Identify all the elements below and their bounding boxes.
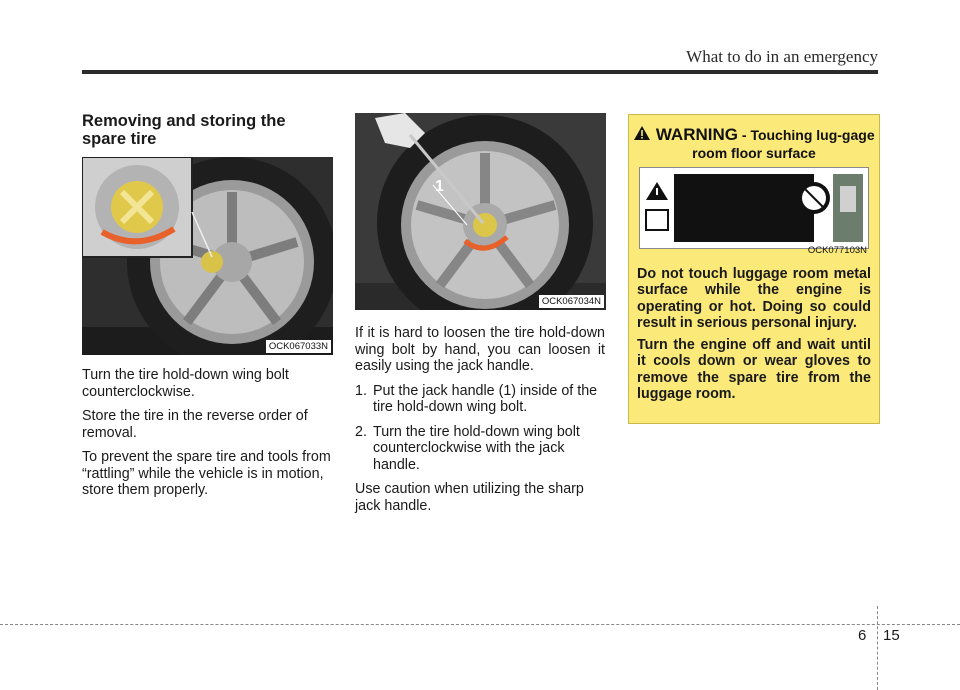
section-heading: Removing and storing the spare tire [82, 112, 286, 148]
left-paragraph-2: Store the tire in the reverse order of removal. [82, 408, 308, 441]
left-paragraph-1: Turn the tire hold-down wing bolt counterclockwise. [82, 367, 289, 400]
footer-rule [0, 624, 960, 625]
warning-title-main: WARNING [655, 125, 738, 144]
step-1-text: Put the jack handle (1) inside of the tire hold-down wing bolt. [373, 382, 598, 415]
left-paragraph-3: To prevent the spare tire and tools from “rattling” while the vehicle is in motion, store them properly. [82, 449, 331, 498]
step-2-text: Turn the tire hold-down wing bolt counterclockwise with the jack handle. [373, 423, 580, 473]
page-number: 15 [883, 627, 900, 644]
warning-triangle-icon [633, 127, 655, 144]
warning-label-image [639, 167, 869, 249]
header-rule [82, 70, 878, 74]
step-2 [355, 424, 605, 474]
step-1 [355, 383, 605, 416]
header-title: What to do in an emergency [686, 47, 878, 66]
callout-1: 1 [435, 178, 444, 195]
photo-caption-middle: OCK067034N [539, 295, 604, 308]
warning-title-sub: - Touching lug-gage room floor surface [692, 127, 875, 161]
warning-paragraph-2: Turn the engine off and wait until it cools down or wear gloves to remove the spare tire from the luggage room. [637, 337, 871, 403]
warning-paragraph-1: Do not touch luggage room metal surface while the engine is operating or hot. Doing so could result in serious personal injury. [637, 266, 871, 331]
step-2-number: 2. [355, 423, 367, 440]
warning-label-caption: OCK077103N [807, 245, 867, 256]
page-chapter: 6 [858, 627, 867, 644]
photo-caption-left: OCK067033N [266, 340, 331, 353]
step-1-number: 1. [355, 382, 367, 399]
spare-tire-photo-left [82, 157, 333, 355]
middle-outro: Use caution when utilizing the sharp jack handle. [355, 481, 584, 514]
warning-title [629, 125, 879, 163]
spare-tire-photo-middle [355, 113, 606, 310]
middle-intro: If it is hard to loosen the tire hold-down wing bolt by hand, you can loosen it easily using the jack handle. [355, 325, 605, 374]
footer-divider [877, 606, 878, 690]
warning-box [628, 114, 880, 424]
